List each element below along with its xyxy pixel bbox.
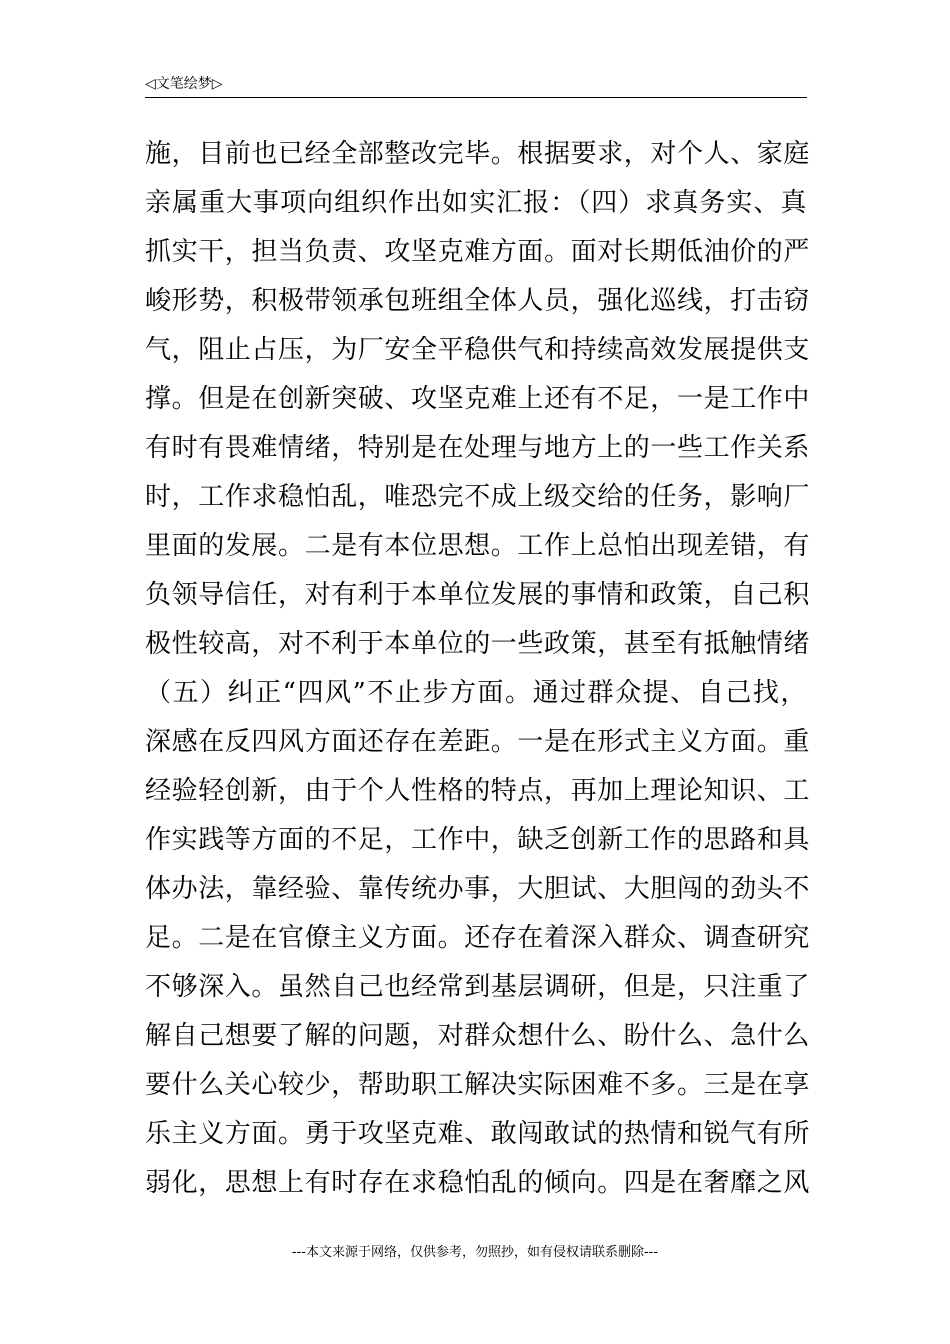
footer-disclaimer: ---本文来源于网络，仅供参考，勿照抄，如有侵权请联系删除---	[291, 1245, 659, 1260]
body-line: 撑。但是在创新突破、攻坚克难上还有不足，一是工作中	[145, 384, 811, 414]
body-line: 里面的发展。二是有本位思想。工作上总怕出现差错，有	[145, 531, 811, 561]
body-line: 时，工作求稳怕乱，唯恐完不成上级交给的任务，影响厂	[145, 482, 811, 512]
page-footer	[0, 1244, 950, 1262]
body-line: （五）纠正“四风”不止步方面。通过群众提、自己找，	[145, 678, 807, 708]
body-line: 足。二是在官僚主义方面。还存在着深入群众、调查研究	[145, 923, 811, 953]
body-line: 气，阻止占压，为厂安全平稳供气和持续高效发展提供支	[145, 335, 811, 365]
document-body	[145, 130, 811, 1208]
body-line: 深感在反四风方面还存在差距。一是在形式主义方面。重	[145, 727, 811, 757]
header-divider	[145, 97, 807, 98]
body-line: 峻形势，积极带领承包班组全体人员，强化巡线，打击窃	[145, 286, 811, 316]
header-title: ◁文笔绘梦▷	[145, 76, 223, 92]
body-line: 弱化，思想上有时存在求稳怕乱的倾向。四是在奢靡之风	[145, 1168, 811, 1198]
body-line: 极性较高，对不利于本单位的一些政策，甚至有抵触情绪	[145, 629, 811, 659]
body-line: 施，目前也已经全部整改完毕。根据要求，对个人、家庭	[145, 139, 811, 169]
body-line: 负领导信任，对有利于本单位发展的事情和政策，自己积	[145, 580, 811, 610]
body-line: 体办法，靠经验、靠传统办事，大胆试、大胆闯的劲头不	[145, 874, 811, 904]
body-line: 作实践等方面的不足，工作中，缺乏创新工作的思路和具	[145, 825, 811, 855]
page-header	[145, 74, 807, 98]
body-line: 抓实干，担当负责、攻坚克难方面。面对长期低油价的严	[145, 237, 811, 267]
body-line: 乐主义方面。勇于攻坚克难、敢闯敢试的热情和锐气有所	[145, 1119, 811, 1149]
body-line: 不够深入。虽然自己也经常到基层调研，但是，只注重了	[145, 972, 811, 1002]
body-line: 要什么关心较少，帮助职工解决实际困难不多。三是在享	[145, 1070, 811, 1100]
body-line: 亲属重大事项向组织作出如实汇报：（四）求真务实、真	[145, 188, 807, 218]
body-line: 经验轻创新，由于个人性格的特点，再加上理论知识、工	[145, 776, 811, 806]
body-line: 有时有畏难情绪，特别是在处理与地方上的一些工作关系	[145, 433, 811, 463]
body-line: 解自己想要了解的问题，对群众想什么、盼什么、急什么	[145, 1021, 811, 1051]
